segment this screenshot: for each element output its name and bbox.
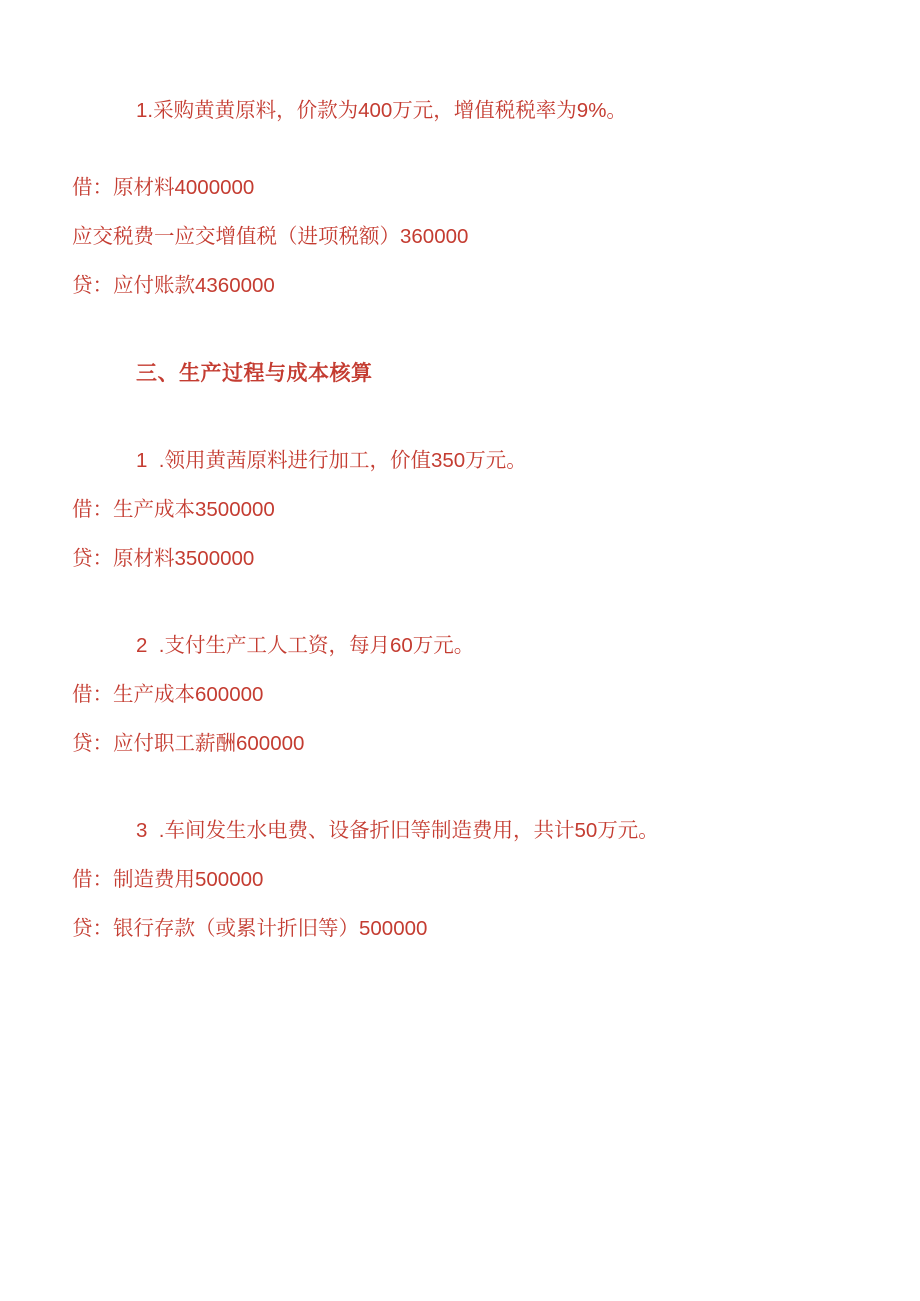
journal-entry-1	[72, 171, 848, 303]
entry-line: 借：制造费用500000	[72, 867, 264, 891]
spacer	[72, 847, 848, 863]
entry-line: 借：原材料4000000	[72, 175, 255, 199]
spacer	[72, 204, 848, 220]
entry-line: 贷：银行存款（或累计折旧等）500000	[72, 917, 428, 941]
spacer	[72, 477, 848, 493]
journal-entry-4	[72, 863, 848, 945]
journal-entry-3	[72, 678, 848, 760]
spacer	[72, 575, 848, 631]
spacer	[72, 253, 848, 269]
numbered-item-4: 3 .车间发生水电费、设备折旧等制造费用，共计50万元。	[136, 819, 659, 843]
entry-line: 借：生产成本600000	[72, 682, 264, 706]
entry-line: 贷：原材料3500000	[72, 546, 255, 570]
entry-line: 借：生产成本3500000	[72, 497, 275, 521]
spacer	[72, 711, 848, 727]
spacer	[72, 526, 848, 542]
spacer	[72, 896, 848, 912]
numbered-item-1: 1.采购黄黄原料，价款为400万元，增值税税率为9%。	[136, 99, 627, 122]
numbered-item-3: 2 .支付生产工人工资，每月60万元。	[136, 634, 475, 658]
section-heading: 三、生产过程与成本核算	[136, 362, 373, 386]
entry-line: 贷：应付职工薪酬600000	[72, 731, 305, 755]
spacer	[72, 302, 848, 358]
document-body	[72, 96, 848, 945]
journal-entry-2	[72, 493, 848, 575]
entry-line: 贷：应付账款4360000	[72, 274, 275, 298]
entry-line: 应交税费一应交增值税（进项税额）360000	[72, 224, 469, 248]
spacer	[72, 760, 848, 816]
numbered-item-2: 1 .领用黄茜原料进行加工，价值350万元。	[136, 448, 527, 472]
spacer	[72, 127, 848, 171]
spacer	[72, 662, 848, 678]
spacer	[72, 390, 848, 446]
